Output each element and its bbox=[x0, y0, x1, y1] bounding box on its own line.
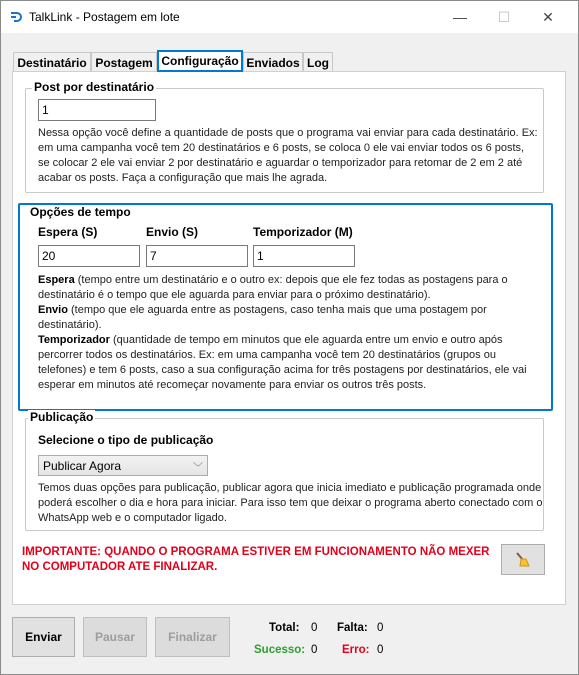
temporizador-label: Temporizador (M) bbox=[253, 225, 353, 239]
opcoes-de-tempo-group bbox=[25, 205, 544, 403]
envio-input[interactable]: 7 bbox=[146, 245, 248, 267]
tipo-publicacao-select[interactable] bbox=[38, 455, 208, 476]
window-title: TalkLink - Postagem em lote bbox=[29, 10, 180, 24]
clear-button[interactable] bbox=[501, 544, 545, 575]
opcoes-de-tempo-legend: Opções de tempo bbox=[30, 205, 131, 219]
tab-configuracao[interactable]: Configuração bbox=[157, 50, 243, 72]
configuracao-panel bbox=[12, 71, 566, 605]
warning-line-1: IMPORTANTE: QUANDO O PROGRAMA ESTIVER EM FUNCIONAMENTO NÃO MEXER bbox=[22, 546, 490, 558]
warning-line-2: NO COMPUTADOR ATE FINALIZAR. bbox=[22, 561, 218, 573]
erro-label: Erro: bbox=[342, 644, 370, 656]
falta-label: Falta: bbox=[337, 622, 368, 634]
minimize-button[interactable]: — bbox=[453, 9, 467, 25]
post-por-destinatario-group bbox=[25, 80, 544, 193]
erro-value: 0 bbox=[377, 644, 384, 656]
post-por-destinatario-input[interactable]: 1 bbox=[38, 99, 156, 121]
temporizador-input[interactable]: 1 bbox=[253, 245, 355, 267]
total-value: 0 bbox=[311, 622, 318, 634]
chevron-down-icon: ﹀ bbox=[193, 463, 203, 474]
finalizar-button[interactable]: Finalizar bbox=[155, 617, 230, 657]
publicacao-description: Temos duas opções para publicação, publicar agora que inicia imediato e publicação programada onde poderá escolher o dia e hora para iniciar. Para isso tem que deixar o programa aberto conectado com o WhatsApp web e o computador ligado. bbox=[38, 482, 543, 524]
tab-postagem[interactable]: Postagem bbox=[91, 52, 157, 72]
envio-label: Envio (S) bbox=[146, 225, 199, 239]
falta-value: 0 bbox=[377, 622, 384, 634]
post-por-destinatario-description: Nessa opção você define a quantidade de posts que o programa vai enviar para cada destinatário. Ex: em uma campanha você tem 20 destinatários e 6 posts, se coloca 0 ele vai enviar todos os 6 posts, se colocar 2 ele vai enviar 2 por destinatário e aguardar o temporizador para retomar de 2 em 2 até acabar os posts. Faça a configuração que mais lhe agrada. bbox=[38, 127, 538, 184]
broom-icon bbox=[514, 551, 532, 569]
maximize-button[interactable]: ☐ bbox=[497, 8, 511, 25]
title-bar bbox=[1, 1, 578, 33]
pausar-button[interactable]: Pausar bbox=[83, 617, 147, 657]
tipo-publicacao-selected: Publicar Agora bbox=[43, 459, 122, 473]
tab-enviados[interactable]: Enviados bbox=[243, 52, 303, 72]
espera-label: Espera (S) bbox=[38, 225, 98, 239]
sucesso-value: 0 bbox=[311, 644, 318, 656]
important-warning bbox=[22, 545, 492, 575]
temporizador-description: Temporizador (quantidade de tempo em minutos que ele aguarda entre um envio e outro após percorrer todos os destinatários. Ex: em uma campanha você tem 20 destinatários (grupos ou telefones) e tem 6 posts, caso a sua configuração acima for três postagens por destinatários, ele vai esperar em minutos até recomeçar novamente para enviar os outros três posts. bbox=[38, 334, 527, 391]
talklink-logo-icon bbox=[10, 11, 22, 23]
tab-log[interactable]: Log bbox=[303, 52, 333, 72]
enviar-button[interactable]: Enviar bbox=[12, 617, 75, 657]
espera-input[interactable]: 20 bbox=[38, 245, 140, 267]
close-button[interactable]: ✕ bbox=[542, 8, 554, 25]
tab-destinatario[interactable]: Destinatário bbox=[13, 52, 91, 72]
tipo-publicacao-label: Selecione o tipo de publicação bbox=[38, 433, 214, 447]
envio-description: Envio (tempo que ele aguarda entre as postagens, caso tenha mais que uma postagem por destinatário). bbox=[38, 304, 487, 331]
opcoes-de-tempo-description bbox=[38, 273, 543, 393]
espera-description: Espera (tempo entre um destinatário e o outro ex: depois que ele fez todas as postagens para o destinatário é o tempo que ele aguarda para enviar para o próximo destinatário). bbox=[38, 274, 508, 301]
publicacao-legend: Publicação bbox=[30, 410, 94, 424]
sucesso-label: Sucesso: bbox=[254, 644, 306, 656]
total-label: Total: bbox=[269, 622, 300, 634]
publicacao-group bbox=[25, 410, 544, 531]
post-por-destinatario-legend: Post por destinatário bbox=[34, 80, 155, 94]
